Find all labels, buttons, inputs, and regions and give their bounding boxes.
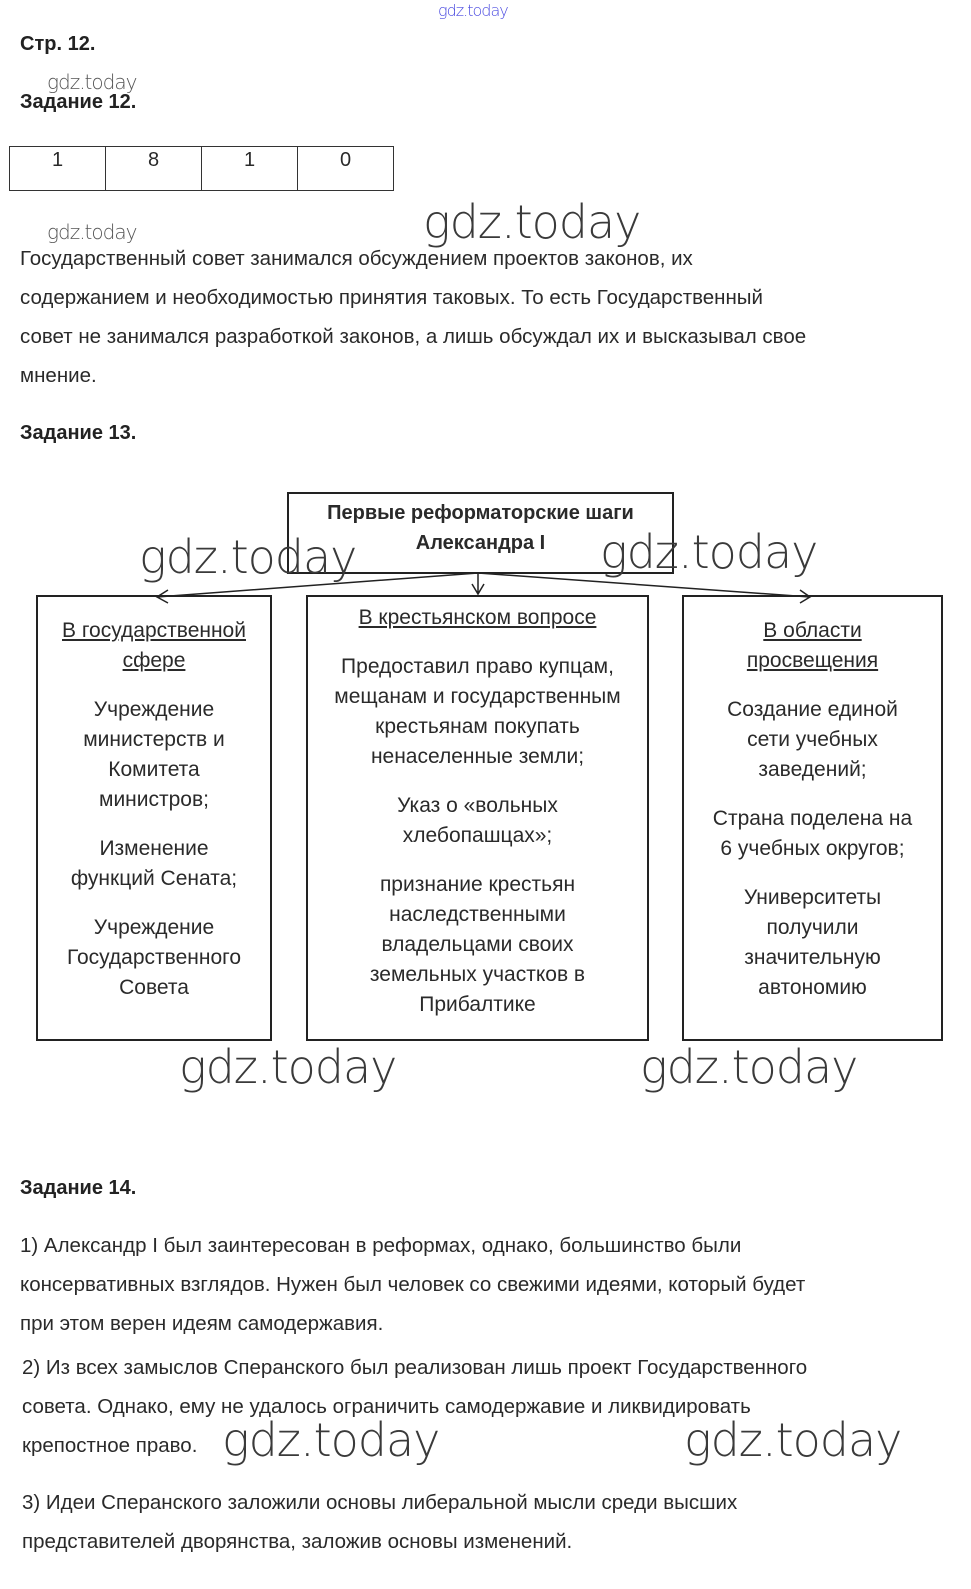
watermark: gdz.today: [684, 1413, 902, 1467]
text-line: хлебопашцах»;: [402, 824, 553, 847]
text-line: 2) Из всех замыслов Сперанского был реализован лишь проект Государственного: [22, 1356, 808, 1379]
text-line: функций Сената;: [70, 867, 238, 890]
text-line: Прибалтике: [419, 993, 536, 1016]
watermark: gdz.today: [640, 1040, 858, 1094]
box-heading: [308, 603, 647, 633]
text-line: Университеты: [743, 886, 882, 909]
watermark: gdz.today: [222, 1413, 440, 1467]
text-line: Первые реформаторские шаги: [327, 502, 634, 524]
answer-digit: 0: [298, 147, 394, 191]
text-line: мнение.: [20, 364, 97, 387]
text-line: Указ о «вольных: [397, 794, 558, 817]
watermark: gdz.today: [600, 525, 818, 579]
text-line: сфере: [122, 649, 186, 672]
text-line: совета. Однако, ему не удалось ограничить самодержавие и ликвидировать: [22, 1395, 751, 1418]
box-item: [308, 791, 647, 851]
watermark: gdz.today: [179, 1040, 397, 1094]
text-line: Совета: [119, 976, 189, 999]
box-state-sphere: [36, 595, 272, 1041]
text-line: просвещения: [746, 649, 879, 672]
box-heading: [684, 616, 941, 676]
text-line: 1) Александр I был заинтересован в реформах, однако, большинство были: [20, 1234, 742, 1257]
task14-answer-3: [22, 1483, 737, 1561]
box-item: [38, 834, 270, 894]
text-line: Изменение: [99, 837, 209, 860]
watermark: gdz.today: [47, 220, 137, 244]
watermark: gdz.today: [47, 70, 137, 94]
text-line: министров;: [99, 788, 209, 811]
text-line: ненаселенные земли;: [370, 745, 585, 768]
text-line: Комитета: [108, 758, 200, 781]
text-line: получили: [766, 916, 859, 939]
task13-heading: Задание 13.: [20, 422, 137, 444]
text-line: совет не занимался разработкой законов, а лишь обсуждал их и высказывал свое: [20, 325, 807, 348]
text-line: автономию: [758, 976, 867, 999]
box-item: [38, 695, 270, 815]
text-line: Государственного: [66, 946, 242, 969]
arrow-center: [472, 573, 484, 594]
answer-digit: 1: [10, 147, 106, 191]
task14-answer-1: [20, 1226, 805, 1343]
answer-table: [9, 146, 394, 191]
watermark: gdz.today: [139, 530, 357, 584]
box-item: [684, 695, 941, 785]
text-line: 3) Идеи Сперанского заложили основы либеральной мысли среди высших: [22, 1491, 738, 1514]
text-line: Учреждение: [93, 698, 215, 721]
text-line: содержанием и необходимостью принятия таковых. То есть Государственный: [20, 286, 763, 309]
box-education: [682, 595, 943, 1041]
text-line: крепостное право.: [22, 1434, 198, 1457]
page-label: Стр. 12.: [20, 33, 96, 55]
watermark: gdz.today: [438, 1, 508, 20]
task12-paragraph: [20, 239, 806, 395]
text-line: консервативных взглядов. Нужен был человек со свежими идеями, который будет: [20, 1273, 806, 1296]
task12-heading: Задание 12.: [20, 91, 137, 113]
text-line: 6 учебных округов;: [720, 837, 905, 860]
text-line: мещанам и государственным: [334, 685, 621, 708]
task14-heading: Задание 14.: [20, 1177, 137, 1199]
answer-digit: 1: [202, 147, 298, 191]
text-line: Предоставил право купцам,: [341, 655, 614, 678]
text-line: признание крестьян: [379, 873, 576, 896]
text-line: В государственной: [62, 619, 246, 642]
box-item: [308, 652, 647, 772]
text-line: Создание единой: [727, 698, 898, 721]
text-line: сети учебных: [747, 728, 878, 751]
box-peasant-question: [306, 595, 649, 1041]
text-line: Страна поделена на: [712, 807, 913, 830]
text-line: значительную: [744, 946, 881, 969]
text-line: при этом верен идеям самодержавия.: [20, 1312, 384, 1335]
answer-digit: 8: [106, 147, 202, 191]
box-item: [684, 804, 941, 864]
text-line: крестьянам покупать: [375, 715, 580, 738]
text-line: наследственными: [389, 903, 566, 926]
text-line: министерств и: [83, 728, 225, 751]
text-line: В области: [763, 619, 862, 642]
text-line: Учреждение: [93, 916, 215, 939]
box-item: [38, 913, 270, 1003]
text-line: представителей дворянства, заложив основы изменений.: [22, 1530, 573, 1553]
text-line: В крестьянском вопросе: [358, 606, 597, 629]
box-item: [308, 870, 647, 1020]
box-heading: [38, 616, 270, 676]
text-line: Александра I: [415, 532, 546, 554]
watermark: gdz.today: [423, 195, 641, 249]
text-line: Государственный совет занимался обсуждением проектов законов, их: [20, 247, 693, 270]
text-line: земельных участков в: [369, 963, 586, 986]
text-line: владельцами своих: [381, 933, 574, 956]
text-line: заведений;: [758, 758, 867, 781]
box-item: [684, 883, 941, 1003]
